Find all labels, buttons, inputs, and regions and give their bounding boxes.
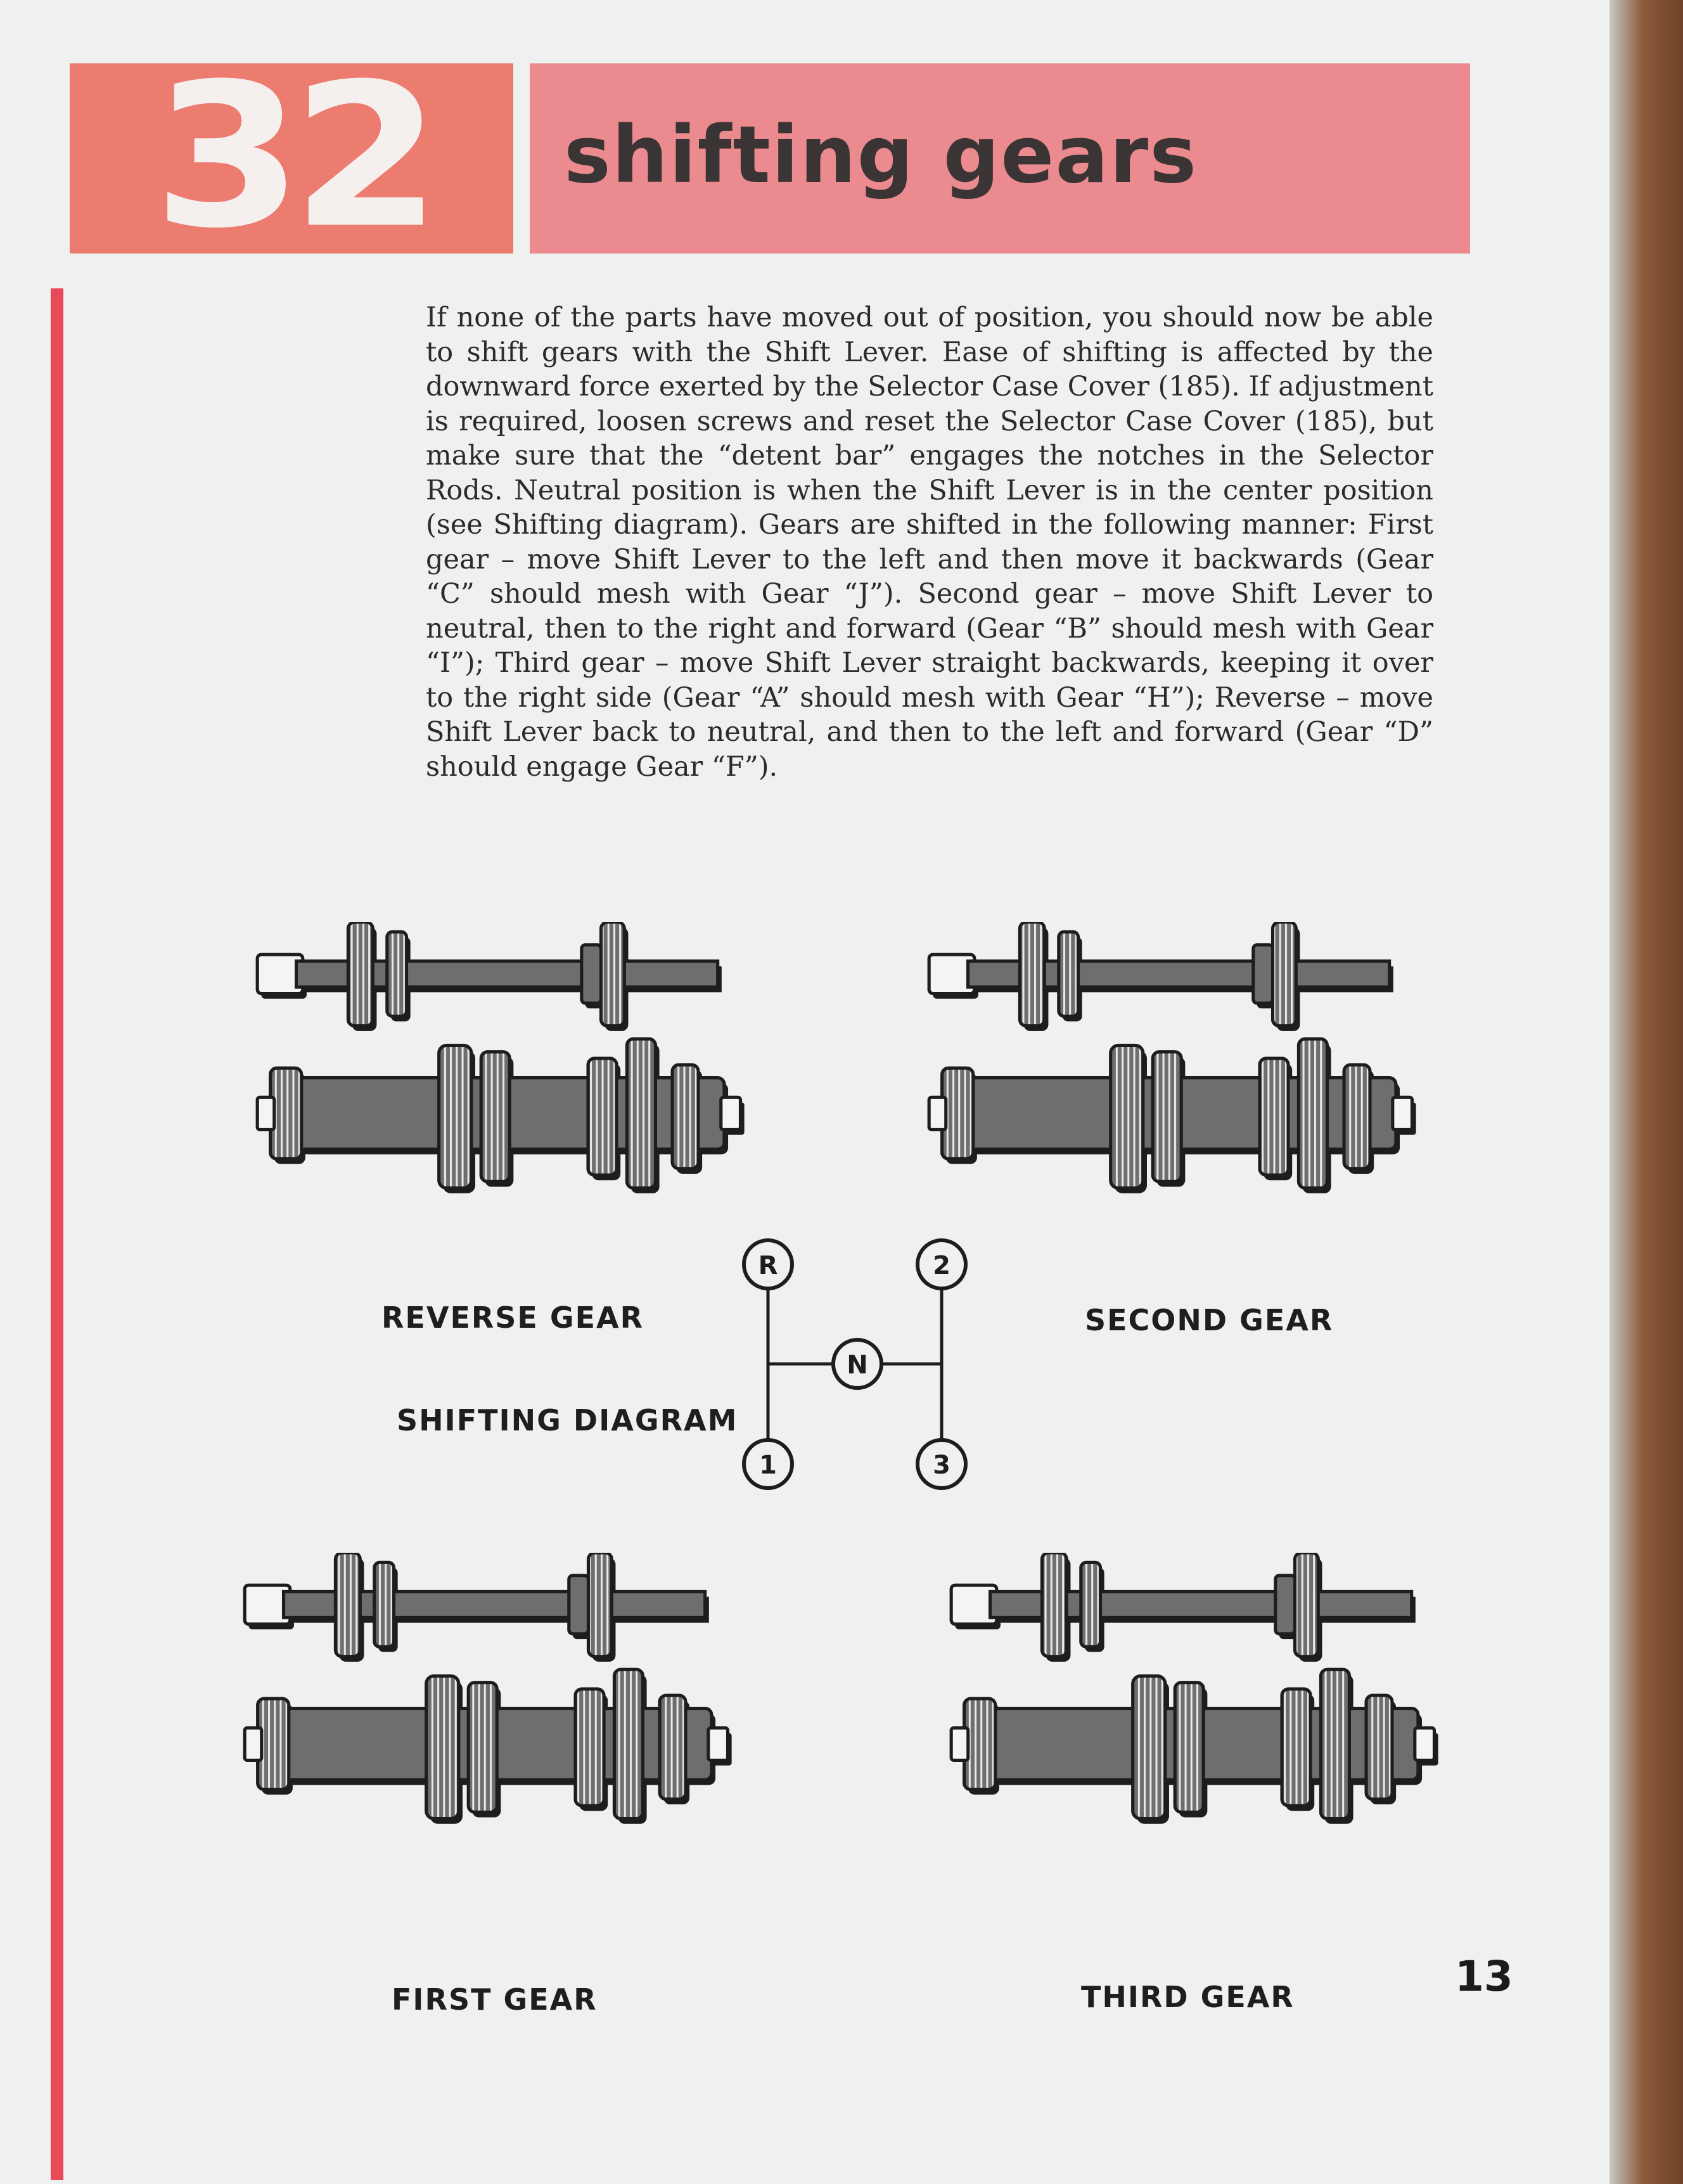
second-position xyxy=(918,1240,966,1288)
third-position-label: 3 xyxy=(933,1451,950,1480)
page-title: shifting gears xyxy=(564,110,1198,201)
neutral-position xyxy=(833,1340,881,1388)
shifting-diagram-label: SHIFTING DIAGRAM xyxy=(397,1403,738,1437)
reverse-position xyxy=(744,1240,792,1288)
shift-pattern-diagram xyxy=(735,1236,976,1502)
third-gear-label: THIRD GEAR xyxy=(1081,1980,1295,2014)
third-gear-illustration xyxy=(944,1553,1451,1832)
section-number: 32 xyxy=(153,41,430,273)
instructions-paragraph: If none of the parts have moved out of position, you should now be able to shift gears with the Shift Lever. Ease of shifting is affected by the downward force exerted by the Selector Case Cover (185). If adjustment is required, loosen screws and reset the Selector Case Cover (185), but make sure that the “detent bar” engages the notches in the Selector Rods. Neutral position is when the Shift Lever is in the center position (see Shifting diagram). Gears are shifted in the following manner: First gear – move Shift Lever to the left and then move it backwards (Gear “C” should mesh with Gear “J”). Second gear – move Shift Lever to neutral, then to the right and forward (Gear “B” should mesh with Gear “I”); Third gear – move Shift Lever straight backwards, keeping it over to the right side (Gear “A” should mesh with Gear “H”); Reverse – move Shift Lever back to neutral, and then to the left and forward (Gear “D” should engage Gear “F”). xyxy=(426,302,1433,783)
page-edge-background xyxy=(1609,0,1683,2184)
second-gear-label: SECOND GEAR xyxy=(1085,1303,1334,1337)
first-position-label: 1 xyxy=(759,1451,777,1480)
second-gear-illustration xyxy=(922,922,1429,1201)
first-gear-illustration xyxy=(238,1553,745,1832)
first-gear-label: FIRST GEAR xyxy=(392,1982,598,2017)
neutral-position-label: N xyxy=(847,1351,868,1380)
second-position-label: 2 xyxy=(933,1251,950,1280)
third-position xyxy=(918,1440,966,1488)
first-position xyxy=(744,1440,792,1488)
reverse-gear-label: REVERSE GEAR xyxy=(381,1301,644,1335)
left-accent-rule xyxy=(51,288,63,2180)
reverse-position-label: R xyxy=(758,1251,778,1280)
page-number: 13 xyxy=(1455,1952,1513,2001)
reverse-gear-illustration xyxy=(250,922,757,1201)
